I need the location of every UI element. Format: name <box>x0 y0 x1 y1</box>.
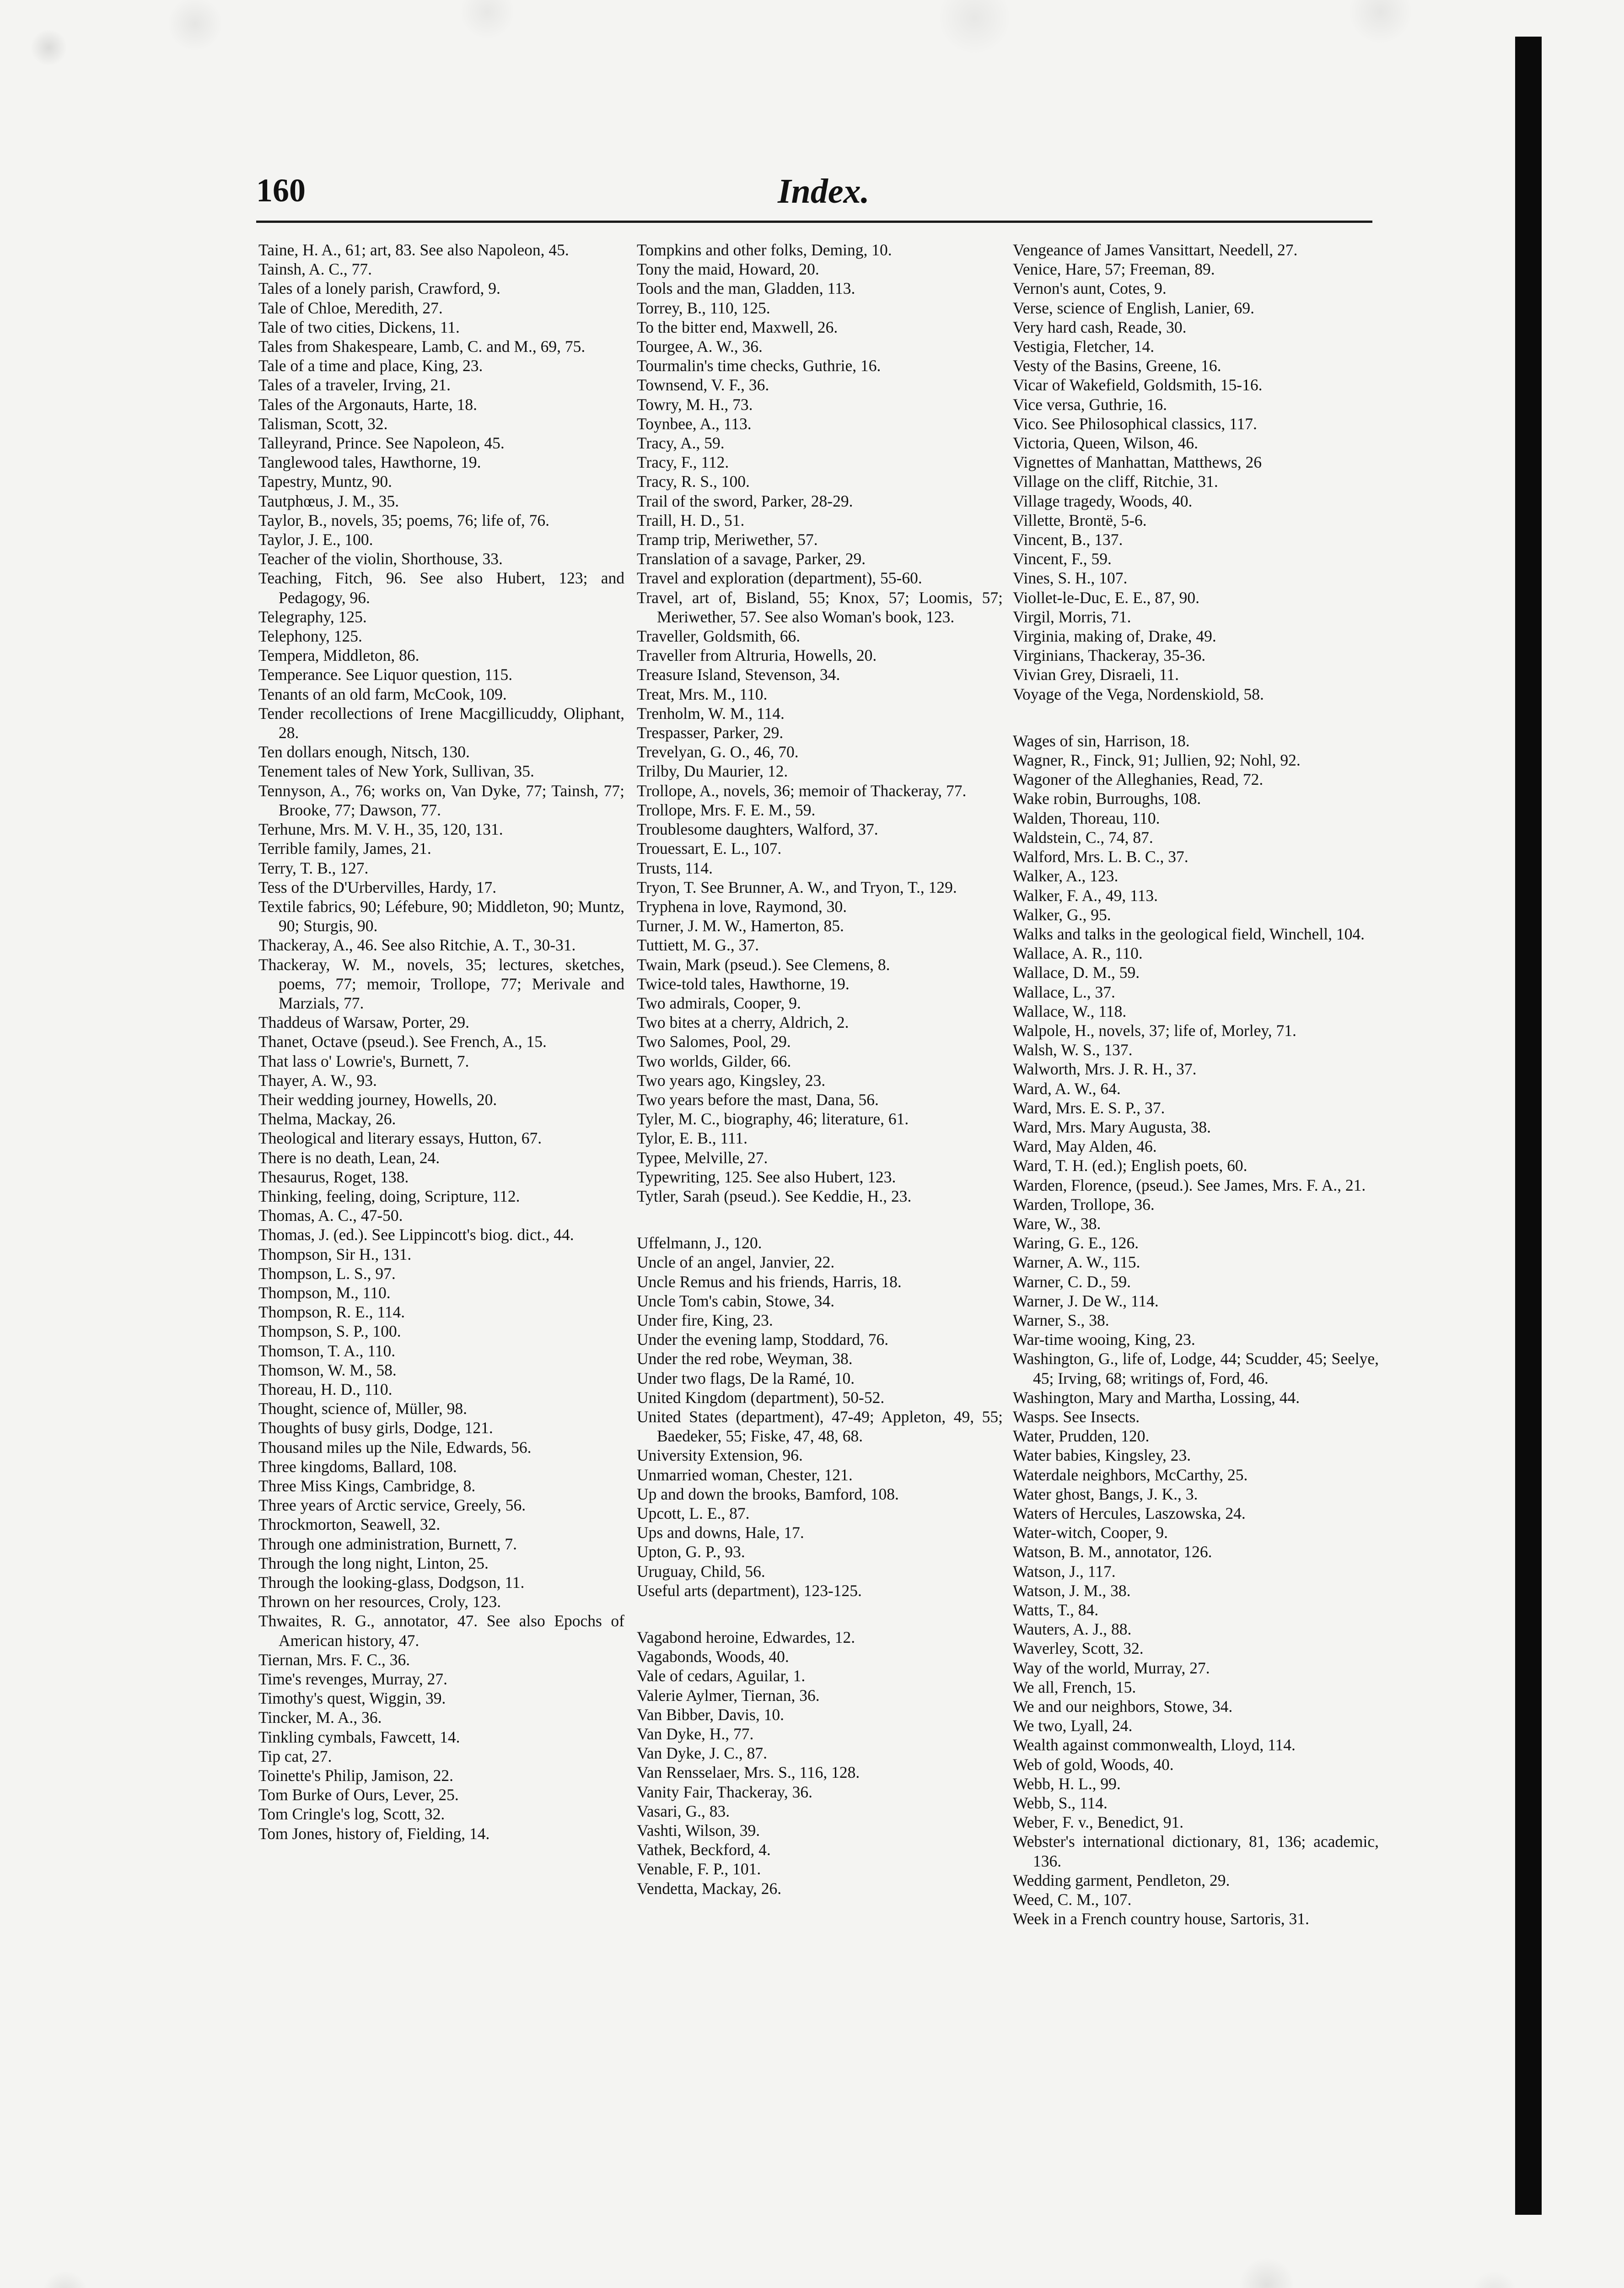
index-entry: We two, Lyall, 24. <box>1013 1716 1133 1735</box>
index-entry: We and our neighbors, Stowe, 34. <box>1013 1697 1233 1716</box>
index-entry: Vashti, Wilson, 39. <box>637 1821 760 1840</box>
index-entry: Tender recollections of Irene Macgillicuddy, Oliphant, 28. <box>258 704 624 742</box>
index-entry: Walford, Mrs. L. B. C., 37. <box>1013 847 1188 866</box>
index-entry: Talleyrand, Prince. See Napoleon, 45. <box>258 434 505 453</box>
index-entry: Tales from Shakespeare, Lamb, C. and M., 69, 75. <box>258 337 586 356</box>
index-entry: Tracy, R. S., 100. <box>637 472 750 491</box>
index-entry: Toynbee, A., 113. <box>637 414 752 433</box>
index-entry: Tracy, F., 112. <box>637 453 729 472</box>
index-entry: Troublesome daughters, Walford, 37. <box>637 820 878 839</box>
index-entry: Thought, science of, Müller, 98. <box>258 1399 468 1418</box>
index-entry: Walks and talks in the geological field, Winchell, 104. <box>1013 924 1365 943</box>
index-entry: Ups and downs, Hale, 17. <box>637 1523 804 1542</box>
index-entry: Up and down the brooks, Bamford, 108. <box>637 1484 899 1503</box>
index-entry: Voyage of the Vega, Nordenskiold, 58. <box>1013 685 1264 703</box>
index-entry: Wallace, D. M., 59. <box>1013 963 1140 982</box>
section-gap <box>637 1600 1003 1628</box>
index-entry: Walsh, W. S., 137. <box>1013 1041 1133 1059</box>
index-entry: Talisman, Scott, 32. <box>258 414 388 433</box>
index-entry: Thompson, Sir H., 131. <box>258 1245 412 1263</box>
index-entry: Watson, B. M., annotator, 126. <box>1013 1543 1212 1561</box>
index-entry: Wake robin, Burroughs, 108. <box>1013 789 1201 808</box>
index-entry: Tales of a traveler, Irving, 21. <box>258 376 451 394</box>
index-entry: Virginia, making of, Drake, 49. <box>1013 627 1216 646</box>
index-entry: Typewriting, 125. See also Hubert, 123. <box>637 1167 896 1186</box>
index-entry: Warner, C. D., 59. <box>1013 1272 1131 1291</box>
index-entry: Walpole, H., novels, 37; life of, Morley, 71. <box>1013 1021 1296 1040</box>
index-entry: Wallace, W., 118. <box>1013 1002 1127 1020</box>
index-entry: Thomson, T. A., 110. <box>258 1341 396 1360</box>
index-entry: Vathek, Beckford, 4. <box>637 1840 771 1859</box>
index-entry: Twain, Mark (pseud.). See Clemens, 8. <box>637 955 890 974</box>
index-entry: Tainsh, A. C., 77. <box>258 260 372 279</box>
index-entry: Vico. See Philosophical classics, 117. <box>1013 414 1257 433</box>
index-entry: Tempera, Middleton, 86. <box>258 646 419 665</box>
index-entry: Vagabond heroine, Edwardes, 12. <box>637 1628 855 1647</box>
index-entry: Time's revenges, Murray, 27. <box>258 1670 447 1689</box>
index-entry: Wagner, R., Finck, 91; Jullien, 92; Nohl, 92. <box>1013 751 1301 770</box>
index-entry: Ward, T. H. (ed.); English poets, 60. <box>1013 1156 1248 1175</box>
index-entry: Walker, F. A., 49, 113. <box>1013 886 1158 905</box>
index-entry: Ten dollars enough, Nitsch, 130. <box>258 743 470 761</box>
index-entry: Terhune, Mrs. M. V. H., 35, 120, 131. <box>258 820 503 839</box>
index-entry: Under the red robe, Weyman, 38. <box>637 1349 853 1368</box>
index-entry: Wallace, A. R., 110. <box>1013 944 1143 963</box>
index-entry: Travel, art of, Bisland, 55; Knox, 57; Loomis, 57; Meriwether, 57. See also Woman's book, 123. <box>637 588 1003 626</box>
index-entry: Tale of a time and place, King, 23. <box>258 356 483 375</box>
index-entry: Warner, J. De W., 114. <box>1013 1291 1159 1310</box>
index-entry: Unmarried woman, Chester, 121. <box>637 1465 853 1484</box>
index-entry: Under fire, King, 23. <box>637 1311 773 1329</box>
index-entry: United States (department), 47-49; Appleton, 49, 55; Baedeker, 55; Fiske, 47, 48, 68. <box>637 1407 1003 1446</box>
index-column-3 <box>1013 240 1379 1928</box>
index-entry: United Kingdom (department), 50-52. <box>637 1388 885 1407</box>
index-entry: Upcott, L. E., 87. <box>637 1504 750 1522</box>
index-entry: Typee, Melville, 27. <box>637 1148 768 1167</box>
index-entry: Van Dyke, H., 77. <box>637 1725 754 1743</box>
index-entry: Turner, J. M. W., Hamerton, 85. <box>637 917 844 935</box>
index-entry: Trespasser, Parker, 29. <box>637 723 784 742</box>
index-entry: Walker, G., 95. <box>1013 905 1111 924</box>
index-entry: Tale of two cities, Dickens, 11. <box>258 318 460 336</box>
index-entry: Warner, S., 38. <box>1013 1311 1109 1329</box>
index-entry: Vicar of Wakefield, Goldsmith, 15-16. <box>1013 376 1263 394</box>
index-entry: Webster's international dictionary, 81, 136; academic, 136. <box>1013 1832 1379 1870</box>
index-entry: To the bitter end, Maxwell, 26. <box>637 318 838 336</box>
index-entry: Thackeray, W. M., novels, 35; lectures, sketches, poems, 77; memoir, Trollope, 77; Merivale and Marzials, 77. <box>258 955 624 1012</box>
index-entry: Textile fabrics, 90; Léfebure, 90; Middleton, 90; Muntz, 90; Sturgis, 90. <box>258 897 624 935</box>
index-entry: Wasps. See Insects. <box>1013 1407 1140 1426</box>
index-entry: Thayer, A. W., 93. <box>258 1071 377 1090</box>
index-entry: Tom Burke of Ours, Lever, 25. <box>258 1786 459 1804</box>
index-entry: Vale of cedars, Aguilar, 1. <box>637 1667 806 1685</box>
index-entry: Watson, J., 117. <box>1013 1562 1116 1581</box>
index-entry: Vasari, G., 83. <box>637 1802 730 1820</box>
index-entry: Virgil, Morris, 71. <box>1013 607 1131 626</box>
index-entry: Thanet, Octave (pseud.). See French, A., 15. <box>258 1032 547 1051</box>
index-entry: Vesty of the Basins, Greene, 16. <box>1013 356 1221 375</box>
index-entry: Waverley, Scott, 32. <box>1013 1639 1144 1658</box>
index-entry: Toinette's Philip, Jamison, 22. <box>258 1766 453 1785</box>
index-entry: Uncle Remus and his friends, Harris, 18. <box>637 1272 902 1291</box>
index-entry: Venice, Hare, 57; Freeman, 89. <box>1013 260 1215 279</box>
index-entry: Tom Jones, history of, Fielding, 14. <box>258 1824 490 1843</box>
index-entry: Tourmalin's time checks, Guthrie, 16. <box>637 356 881 375</box>
index-entry: Upton, G. P., 93. <box>637 1543 745 1561</box>
index-entry: Villette, Brontë, 5-6. <box>1013 511 1147 529</box>
index-entry: Teacher of the violin, Shorthouse, 33. <box>258 550 503 568</box>
index-entry: Treat, Mrs. M., 110. <box>637 685 768 703</box>
index-entry: Vignettes of Manhattan, Matthews, 26 <box>1013 453 1262 472</box>
index-entry: Terry, T. B., 127. <box>258 858 369 877</box>
index-entry: Tale of Chloe, Meredith, 27. <box>258 298 443 317</box>
index-entry: Water, Prudden, 120. <box>1013 1427 1150 1446</box>
index-entry: Tramp trip, Meriwether, 57. <box>637 530 818 549</box>
scan-noise-bottom <box>0 2242 1624 2288</box>
page-header <box>256 172 1372 222</box>
index-entry: Uruguay, Child, 56. <box>637 1562 765 1581</box>
index-entry: Tenants of an old farm, McCook, 109. <box>258 685 507 703</box>
index-entry: Tinkling cymbals, Fawcett, 14. <box>258 1727 460 1746</box>
index-entry: Vanity Fair, Thackeray, 36. <box>637 1782 813 1801</box>
index-entry: Thesaurus, Roget, 138. <box>258 1167 409 1186</box>
index-entry: Tylor, E. B., 111. <box>637 1129 747 1148</box>
index-entry: Thompson, R. E., 114. <box>258 1303 405 1322</box>
index-entry: Waring, G. E., 126. <box>1013 1234 1139 1252</box>
index-entry: Ward, Mrs. Mary Augusta, 38. <box>1013 1117 1211 1136</box>
index-entry: Towry, M. H., 73. <box>637 395 753 414</box>
index-entry: Tools and the man, Gladden, 113. <box>637 279 855 298</box>
index-entry: Vines, S. H., 107. <box>1013 569 1128 588</box>
index-entry: Taylor, J. E., 100. <box>258 530 373 549</box>
index-entry: Ward, Mrs. E. S. P., 37. <box>1013 1098 1165 1117</box>
index-entry: Wallace, L., 37. <box>1013 982 1115 1001</box>
index-column-1 <box>258 240 624 1843</box>
index-entry: Townsend, V. F., 36. <box>637 376 769 394</box>
index-entry: Translation of a savage, Parker, 29. <box>637 550 866 568</box>
index-entry: Walker, A., 123. <box>1013 867 1119 885</box>
index-entry: Walden, Thoreau, 110. <box>1013 809 1160 827</box>
index-entry: Torrey, B., 110, 125. <box>637 298 770 317</box>
index-entry: Traveller, Goldsmith, 66. <box>637 627 801 646</box>
index-entry: Tom Cringle's log, Scott, 32. <box>258 1805 445 1824</box>
index-entry: Village on the cliff, Ritchie, 31. <box>1013 472 1218 491</box>
index-entry: Thoughts of busy girls, Dodge, 121. <box>258 1419 493 1437</box>
index-entry: Thrown on her resources, Croly, 123. <box>258 1592 501 1611</box>
index-entry: Vernon's aunt, Cotes, 9. <box>1013 279 1167 298</box>
header-rule <box>256 221 1372 223</box>
index-entry: Washington, Mary and Martha, Lossing, 44. <box>1013 1388 1300 1407</box>
index-entry: Theological and literary essays, Hutton, 67. <box>258 1129 542 1148</box>
index-entry: Trilby, Du Maurier, 12. <box>637 762 788 781</box>
index-entry: Tincker, M. A., 36. <box>258 1708 382 1727</box>
index-entry: Tales of a lonely parish, Crawford, 9. <box>258 279 500 298</box>
index-entry: Two admirals, Cooper, 9. <box>637 993 801 1012</box>
section-gap <box>1013 704 1379 731</box>
index-entry: Very hard cash, Reade, 30. <box>1013 318 1187 336</box>
index-entry: Verse, science of English, Lanier, 69. <box>1013 298 1254 317</box>
index-entry: Telephony, 125. <box>258 627 362 646</box>
index-entry: Trollope, Mrs. F. E. M., 59. <box>637 800 816 819</box>
index-entry: Viollet-le-Duc, E. E., 87, 90. <box>1013 588 1199 607</box>
index-entry: Trouessart, E. L., 107. <box>637 839 782 858</box>
index-entry: Walworth, Mrs. J. R. H., 37. <box>1013 1060 1197 1079</box>
index-entry: Tiernan, Mrs. F. C., 36. <box>258 1650 410 1669</box>
index-entry: Taine, H. A., 61; art, 83. See also Napoleon, 45. <box>258 241 569 259</box>
index-entry: Waterdale neighbors, McCarthy, 25. <box>1013 1465 1248 1484</box>
index-entry: Water-witch, Cooper, 9. <box>1013 1523 1168 1542</box>
index-entry: Virginians, Thackeray, 35-36. <box>1013 646 1206 665</box>
index-entry: Their wedding journey, Howells, 20. <box>258 1090 497 1109</box>
index-entry: Useful arts (department), 123-125. <box>637 1581 862 1600</box>
index-entry: Webb, S., 114. <box>1013 1794 1108 1813</box>
index-entry: Ward, A. W., 64. <box>1013 1079 1121 1098</box>
index-entry: Thompson, S. P., 100. <box>258 1322 401 1341</box>
index-entry: We all, French, 15. <box>1013 1678 1136 1696</box>
page-title: Index. <box>778 172 870 210</box>
index-entry: Three Miss Kings, Cambridge, 8. <box>258 1477 476 1495</box>
index-entry: Washington, G., life of, Lodge, 44; Scudder, 45; Seelye, 45; Irving, 68; writings of, Ford, 46. <box>1013 1349 1379 1387</box>
index-entry: Way of the world, Murray, 27. <box>1013 1658 1210 1677</box>
index-entry: Three years of Arctic service, Greely, 56. <box>258 1496 526 1515</box>
index-entry: Treasure Island, Stevenson, 34. <box>637 665 840 684</box>
index-entry: Trollope, A., novels, 36; memoir of Thackeray, 77. <box>637 781 967 800</box>
index-entry: Three kingdoms, Ballard, 108. <box>258 1457 457 1476</box>
index-entry: Vengeance of James Vansittart, Needell, 27. <box>1013 241 1298 259</box>
index-entry: Under the evening lamp, Stoddard, 76. <box>637 1330 889 1349</box>
index-entry: Tapestry, Muntz, 90. <box>258 472 392 491</box>
index-entry: Tyler, M. C., biography, 46; literature, 61. <box>637 1110 909 1128</box>
index-entry: Webb, H. L., 99. <box>1013 1774 1121 1793</box>
index-entry: Thomas, A. C., 47-50. <box>258 1206 403 1225</box>
index-entry: Tales of the Argonauts, Harte, 18. <box>258 395 477 414</box>
index-entry: Travel and exploration (department), 55-60. <box>637 569 922 588</box>
index-entry: Van Rensselaer, Mrs. S., 116, 128. <box>637 1763 860 1782</box>
index-entry: Tryphena in love, Raymond, 30. <box>637 897 847 916</box>
index-entry: Wages of sin, Harrison, 18. <box>1013 731 1190 750</box>
index-entry: Water babies, Kingsley, 23. <box>1013 1446 1191 1465</box>
index-entry: Thelma, Mackay, 26. <box>258 1110 396 1128</box>
index-entry: Tony the maid, Howard, 20. <box>637 260 819 279</box>
index-entry: Tuttiett, M. G., 37. <box>637 936 759 955</box>
index-entry: Tracy, A., 59. <box>637 434 725 453</box>
index-entry: Thomas, J. (ed.). See Lippincott's biog. dict., 44. <box>258 1225 574 1244</box>
index-entry: Tip cat, 27. <box>258 1747 332 1765</box>
index-entry: Vagabonds, Woods, 40. <box>637 1647 789 1666</box>
index-entry: Two Salomes, Pool, 29. <box>637 1032 791 1051</box>
index-entry: Van Dyke, J. C., 87. <box>637 1744 767 1763</box>
index-entry: Warden, Florence, (pseud.). See James, Mrs. F. A., 21. <box>1013 1176 1366 1194</box>
index-entry: Tytler, Sarah (pseud.). See Keddie, H., 23. <box>637 1187 912 1205</box>
index-entry: Wagoner of the Alleghanies, Read, 72. <box>1013 770 1264 789</box>
index-entry: Trail of the sword, Parker, 28-29. <box>637 491 853 510</box>
index-entry: Tanglewood tales, Hawthorne, 19. <box>258 453 481 472</box>
index-entry: Weed, C. M., 107. <box>1013 1890 1132 1909</box>
index-entry: Uncle Tom's cabin, Stowe, 34. <box>637 1291 835 1310</box>
index-entry: Teaching, Fitch, 96. See also Hubert, 123; and Pedagogy, 96. <box>258 569 624 607</box>
index-entry: Wedding garment, Pendleton, 29. <box>1013 1871 1230 1889</box>
index-entry: Two worlds, Gilder, 66. <box>637 1052 791 1070</box>
index-entry: Van Bibber, Davis, 10. <box>637 1705 784 1724</box>
index-entry: Thomson, W. M., 58. <box>258 1360 397 1379</box>
index-entry: Tompkins and other folks, Deming, 10. <box>637 241 892 259</box>
index-entry: Ware, W., 38. <box>1013 1214 1101 1233</box>
index-entry: Week in a French country house, Sartoris, 31. <box>1013 1910 1309 1928</box>
index-column-2 <box>637 240 1003 1898</box>
index-entry: Two years before the mast, Dana, 56. <box>637 1090 879 1109</box>
index-entry: Tennyson, A., 76; works on, Van Dyke, 77; Tainsh, 77; Brooke, 77; Dawson, 77. <box>258 781 624 819</box>
index-entry: Thompson, L. S., 97. <box>258 1264 396 1283</box>
index-entry: Wauters, A. J., 88. <box>1013 1620 1132 1639</box>
index-entry: Thackeray, A., 46. See also Ritchie, A. T., 30-31. <box>258 936 576 955</box>
index-entry: Vestigia, Fletcher, 14. <box>1013 337 1155 356</box>
index-entry: Vivian Grey, Disraeli, 11. <box>1013 665 1179 684</box>
index-entry: Through the long night, Linton, 25. <box>258 1554 489 1572</box>
index-entry: Temperance. See Liquor question, 115. <box>258 665 513 684</box>
index-entry: Throckmorton, Seawell, 32. <box>258 1515 441 1534</box>
index-entry: Waters of Hercules, Laszowska, 24. <box>1013 1504 1246 1522</box>
index-entry: Victoria, Queen, Wilson, 46. <box>1013 434 1198 453</box>
page-edge-shadow <box>1515 37 1542 2215</box>
index-entry: Warden, Trollope, 36. <box>1013 1195 1155 1214</box>
index-entry: Weber, F. v., Benedict, 91. <box>1013 1813 1184 1832</box>
index-entry: Valerie Aylmer, Tiernan, 36. <box>637 1686 820 1705</box>
index-entry: Trusts, 114. <box>637 858 713 877</box>
index-entry: Vincent, B., 137. <box>1013 530 1123 549</box>
index-entry: Taylor, B., novels, 35; poems, 76; life of, 76. <box>258 511 550 529</box>
index-entry: Terrible family, James, 21. <box>258 839 431 858</box>
index-entry: Traveller from Altruria, Howells, 20. <box>637 646 877 665</box>
index-entry: Tenement tales of New York, Sullivan, 35. <box>258 762 534 781</box>
index-entry: Vice versa, Guthrie, 16. <box>1013 395 1167 414</box>
index-entry: Ward, May Alden, 46. <box>1013 1137 1157 1156</box>
index-entry: Thaddeus of Warsaw, Porter, 29. <box>258 1013 470 1032</box>
index-entry: Telegraphy, 125. <box>258 607 367 626</box>
index-entry: There is no death, Lean, 24. <box>258 1148 440 1167</box>
index-entry: That lass o' Lowrie's, Burnett, 7. <box>258 1052 469 1070</box>
index-entry: Tryon, T. See Brunner, A. W., and Tryon, T., 129. <box>637 878 957 896</box>
index-entry: Vendetta, Mackay, 26. <box>637 1879 782 1898</box>
scan-noise-top <box>0 0 1624 119</box>
index-entry: Thwaites, R. G., annotator, 47. See also Epochs of American history, 47. <box>258 1612 624 1650</box>
index-entry: Watson, J. M., 38. <box>1013 1581 1131 1600</box>
index-entry: War-time wooing, King, 23. <box>1013 1330 1195 1349</box>
index-entry: Thinking, feeling, doing, Scripture, 112. <box>258 1187 520 1205</box>
index-entry: Web of gold, Woods, 40. <box>1013 1755 1174 1774</box>
index-entry: Traill, H. D., 51. <box>637 511 745 529</box>
index-entry: Two years ago, Kingsley, 23. <box>637 1071 826 1090</box>
index-entry: Trenholm, W. M., 114. <box>637 704 785 723</box>
index-entry: Tautphœus, J. M., 35. <box>258 491 399 510</box>
index-entry: Thompson, M., 110. <box>258 1283 391 1302</box>
index-entry: Twice-told tales, Hawthorne, 19. <box>637 974 850 993</box>
index-entry: Warner, A. W., 115. <box>1013 1253 1140 1272</box>
index-entry: Wealth against commonwealth, Lloyd, 114. <box>1013 1736 1296 1754</box>
index-entry: Through one administration, Burnett, 7. <box>258 1534 517 1553</box>
index-entry: Tourgee, A. W., 36. <box>637 337 763 356</box>
index-entry: Under two flags, De la Ramé, 10. <box>637 1369 855 1387</box>
index-entry: Uncle of an angel, Janvier, 22. <box>637 1253 835 1272</box>
section-gap <box>637 1206 1003 1233</box>
index-entry: Uffelmann, J., 120. <box>637 1234 762 1252</box>
index-entry: Water ghost, Bangs, J. K., 3. <box>1013 1484 1198 1503</box>
index-entry: Thousand miles up the Nile, Edwards, 56. <box>258 1438 532 1457</box>
index-entry: Venable, F. P., 101. <box>637 1860 761 1878</box>
index-entry: Village tragedy, Woods, 40. <box>1013 491 1193 510</box>
index-entry: Watts, T., 84. <box>1013 1601 1099 1619</box>
index-entry: Through the looking-glass, Dodgson, 11. <box>258 1573 525 1592</box>
index-entry: Waldstein, C., 74, 87. <box>1013 828 1153 847</box>
index-entry: Tess of the D'Urbervilles, Hardy, 17. <box>258 878 497 896</box>
index-entry: Vincent, F., 59. <box>1013 550 1112 568</box>
index-entry: Timothy's quest, Wiggin, 39. <box>258 1689 446 1708</box>
index-entry: Thoreau, H. D., 110. <box>258 1380 393 1398</box>
index-entry: University Extension, 96. <box>637 1446 803 1465</box>
index-entry: Trevelyan, G. O., 46, 70. <box>637 743 799 761</box>
page-number: 160 <box>256 172 306 209</box>
index-entry: Two bites at a cherry, Aldrich, 2. <box>637 1013 849 1032</box>
